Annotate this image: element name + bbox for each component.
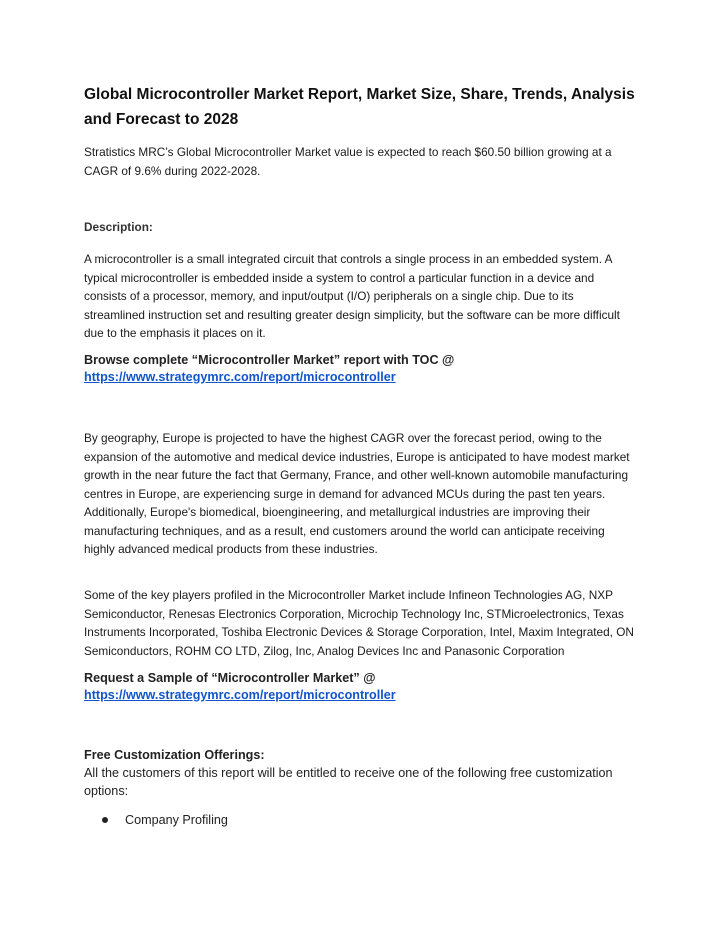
geography-paragraph: By geography, Europe is projected to have the highest CAGR over the forecast period, owing to the expansion of the automotive and medical device industries, Europe is anticipated to have modest market growth in the near future the fact that Germany, France, and other well-known automobile manufacturing centres in Europe, are experiencing surge in demand for advanced MCUs during the past ten years. Additionally, Europe's biomedical, bioengineering, and metallurgical industries are improving their manufacturing techniques, and as a result, end customers around the world can anticipate receiving highly advanced medical products from these industries.: [84, 431, 630, 556]
request-sample-heading: Request a Sample of “Microcontroller Market” @: [84, 671, 376, 685]
customization-list: [102, 813, 228, 827]
browse-report-link[interactable]: https://www.strategymrc.com/report/microcontroller: [84, 370, 396, 384]
list-item-label: Company Profiling: [125, 813, 228, 827]
customization-heading: Free Customization Offerings:: [84, 748, 265, 762]
key-players-paragraph: Some of the key players profiled in the Microcontroller Market include Infineon Technologies AG, NXP Semiconductor, Renesas Electronics Corporation, Microchip Technology Inc, STMicroelectronics, Texas Instruments Incorporated, Toshiba Electronic Devices & Storage Corporation, Intel, Maxim Integrated, ON Semiconductors, ROHM CO LTD, Zilog, Inc, Analog Devices Inc and Panasonic Corporation: [84, 588, 634, 658]
bullet-icon: [102, 817, 108, 823]
browse-report-heading: Browse complete “Microcontroller Market” report with TOC @: [84, 353, 455, 367]
description-paragraph: A microcontroller is a small integrated circuit that controls a single process in an embedded system. A typical microcontroller is embedded inside a system to control a particular function in a device and consists of a processor, memory, and input/output (I/O) peripherals on a single chip. Due to its streamlined instruction set and resulting greater design simplicity, but the software can be more difficult due to the emphasis it places on it.: [84, 252, 620, 340]
description-label: Description:: [84, 220, 153, 234]
request-sample-link[interactable]: https://www.strategymrc.com/report/microcontroller: [84, 688, 396, 702]
intro-paragraph: Stratistics MRC’s Global Microcontroller Market value is expected to reach $60.50 billion growing at a CAGR of 9.6% during 2022-2028.: [84, 145, 612, 178]
customization-paragraph: All the customers of this report will be entitled to receive one of the following free customization options:: [84, 766, 613, 798]
request-sample-section: [84, 670, 640, 704]
report-title: Global Microcontroller Market Report, Market Size, Share, Trends, Analysis and Forecast to 2028: [84, 86, 635, 128]
browse-report-section: [84, 352, 640, 386]
list-item: [102, 813, 228, 827]
